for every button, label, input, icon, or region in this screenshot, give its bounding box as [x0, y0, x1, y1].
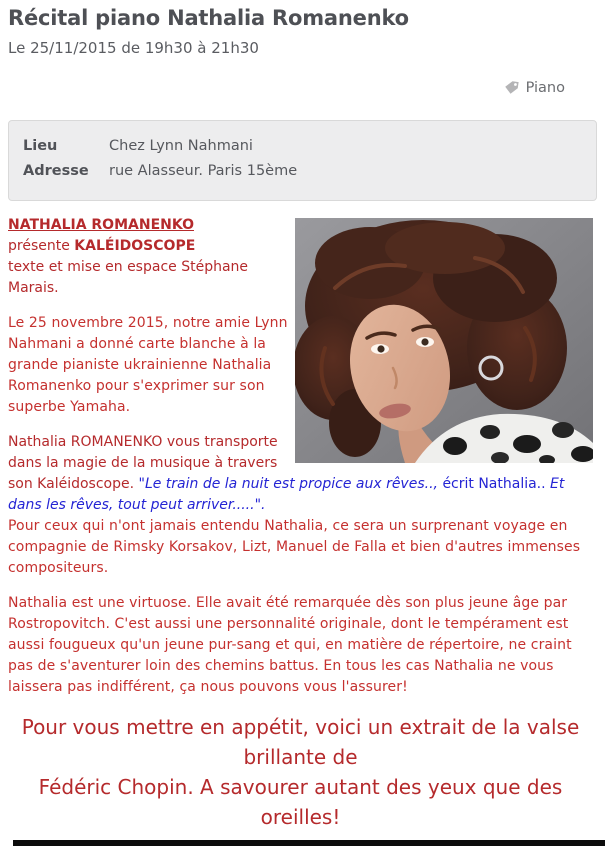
- event-info-box: [8, 120, 597, 201]
- quote-italic-part-2: Et dans les rêves, tout peut arriver.....".: [8, 476, 565, 513]
- embedded-video-top-edge: [13, 840, 605, 846]
- info-row-lieu: [23, 138, 582, 154]
- kaleidoscope-title: KALÉIDOSCOPE: [74, 238, 196, 254]
- lieu-label: Lieu: [23, 138, 58, 154]
- intro-staging-text: texte et mise en espace Stéphane Marais.: [8, 259, 249, 296]
- paragraph-virtuose: Nathalia est une virtuose. Elle avait été remarquée dès son plus jeune âge par Rostropovitch. C'est aussi une personnalité originale, dont le tempérament est aussi fougueux qu'un jeune pur-sang et qui, en matière de répertoire, ne craint pas de s'aventurer loin des chemins battus. En tous les cas Nathalia ne vous laissera pas indifférent, ça nous pouvons vous l'assurer!: [8, 595, 572, 695]
- lieu-value: Chez Lynn Nahmani: [109, 138, 253, 154]
- kaleidoscope-red-text: Nathalia ROMANENKO vous transporte dans la magie de la musique à travers son Kaléidoscope.: [8, 434, 278, 492]
- quote-attribution: écrit Nathalia..: [442, 476, 551, 492]
- event-date-line: Le 25/11/2015 de 19h30 à 21h30: [8, 39, 259, 57]
- closing-line-1: Pour vous mettre en appétit, voici un extrait de la valse brillante de: [21, 715, 580, 769]
- nathalia-romanenko-link[interactable]: NATHALIA ROMANENKO: [8, 217, 194, 233]
- paragraph-voyage: Pour ceux qui n'ont jamais entendu Nathalia, ce sera un surprenant voyage en compagnie de Rimsky Korsakov, Lizt, Manuel de Falla et bien d'autres immenses compositeurs.: [8, 518, 581, 576]
- tag-icon: [503, 79, 520, 96]
- closing-announcement: [8, 712, 593, 832]
- closing-line-2: Fédéric Chopin. A savourer autant des yeux que des oreilles!: [38, 775, 563, 829]
- intro-presente-text: présente: [8, 238, 75, 254]
- quote-italic-part-1: "Le train de la nuit est propice aux rêves..,: [138, 476, 443, 492]
- adresse-value: rue Alasseur. Paris 15ème: [109, 163, 298, 179]
- portrait-photo: [295, 218, 593, 463]
- adresse-label: Adresse: [23, 163, 89, 179]
- page-title: Récital piano Nathalia Romanenko: [8, 6, 409, 30]
- category-tag-label: Piano: [525, 79, 565, 96]
- article-body: [8, 215, 593, 832]
- paragraph-carte-blanche: Le 25 novembre 2015, notre amie Lynn Nahmani a donné carte blanche à la grande pianiste ukrainienne Nathalia Romanenko pour s'exprimer sur son superbe Yamaha.: [8, 315, 288, 415]
- info-row-adresse: [23, 163, 582, 179]
- category-tag[interactable]: [503, 79, 565, 96]
